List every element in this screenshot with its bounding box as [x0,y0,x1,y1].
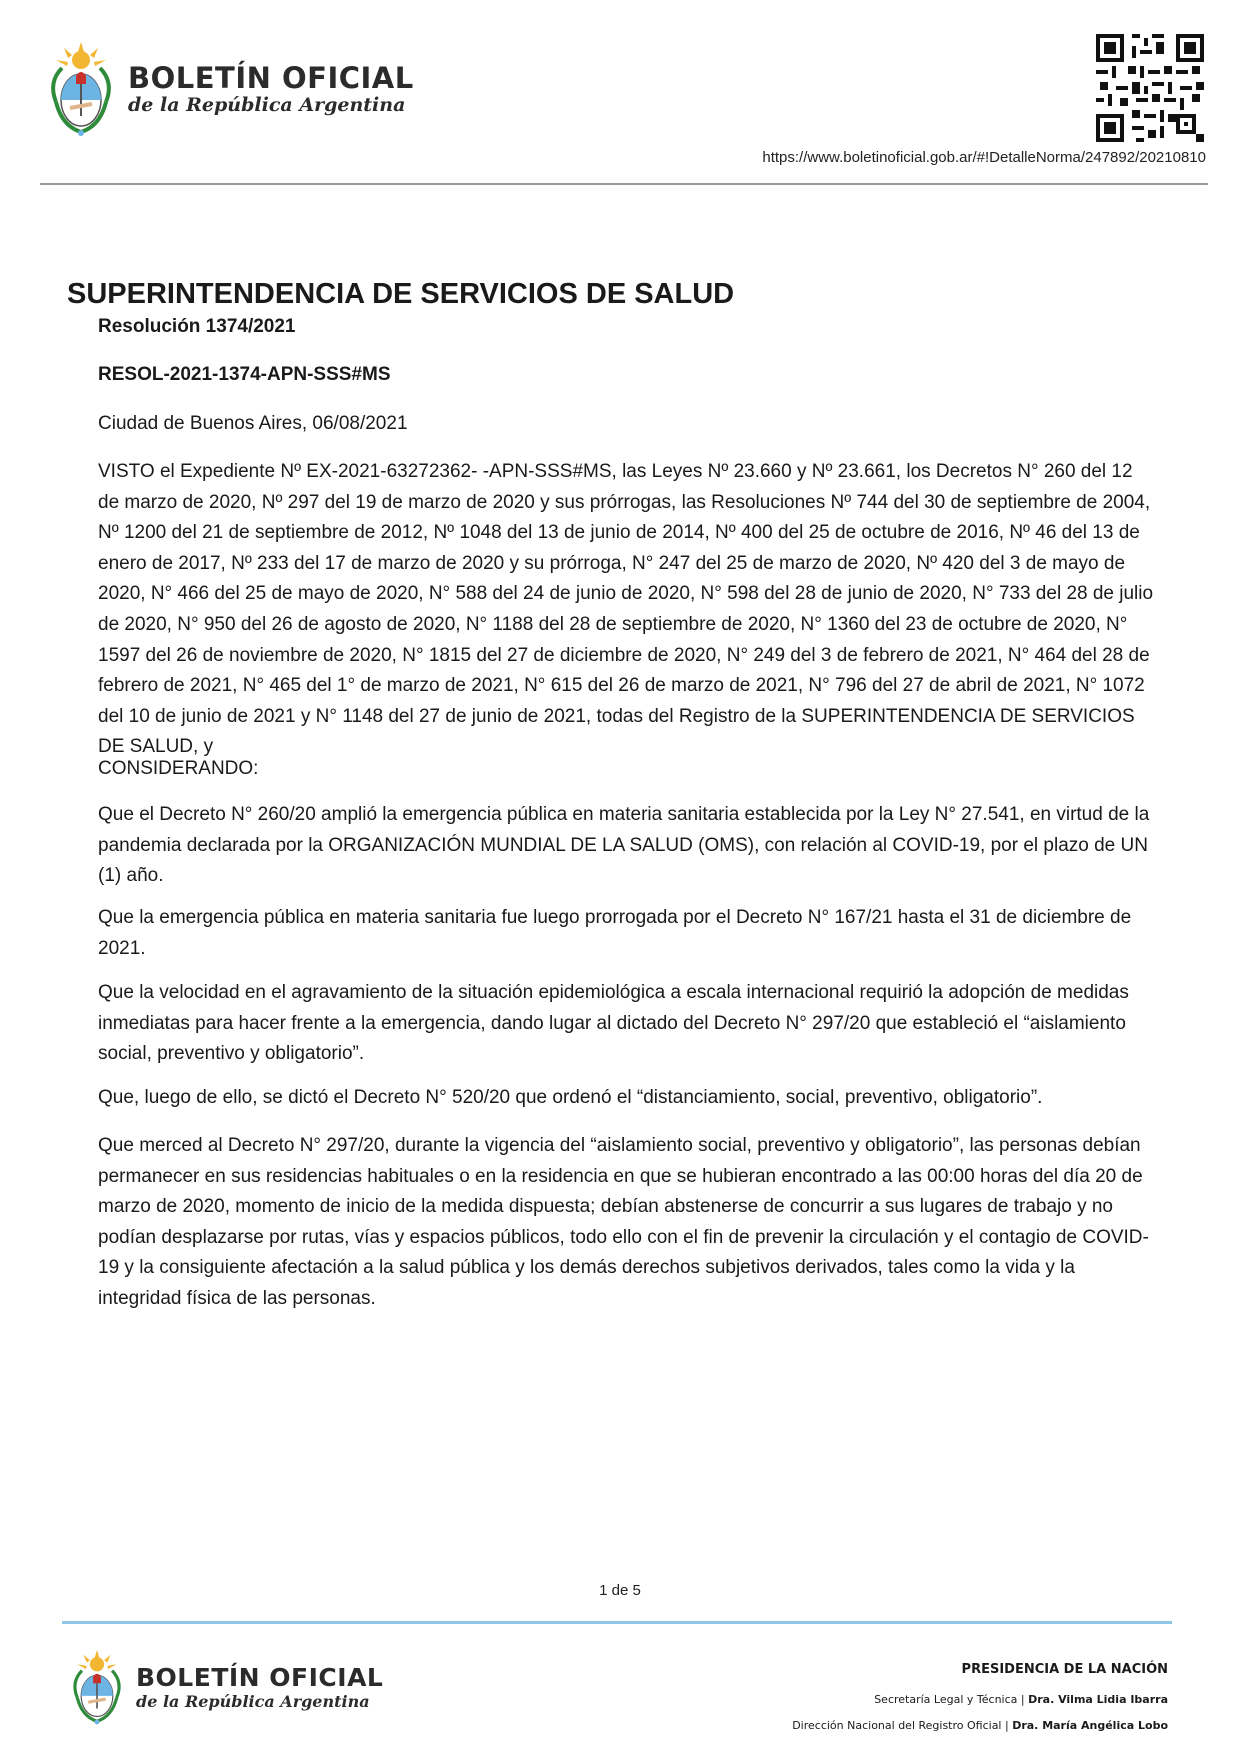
qr-code-icon [1096,34,1204,142]
agency-title: SUPERINTENDENCIA DE SERVICIOS DE SALUD [67,278,735,310]
considerando-paragraph: Que el Decreto N° 260/20 amplió la emergencia pública en materia sanitaria establecida por la Ley N° 27.541, en virtud de la pandemia declarada por la ORGANIZACIÓN MUNDIAL DE LA SALUD (OMS), con relación al COVID-19, por el plazo de UN (1) año. [98,804,1150,887]
argentina-coat-of-arms-icon [66,1650,128,1726]
footer-boletin-oficial-logo [66,1650,383,1726]
secretaria-name: Dra. Vilma Lidia Ibarra [1028,1693,1168,1706]
document-url[interactable]: https://www.boletinoficial.gob.ar/#!DetalleNorma/247892/20210810 [762,149,1206,166]
visto-paragraph: VISTO el Expediente Nº EX-2021-63272362- -APN-SSS#MS, las Leyes Nº 23.660 y Nº 23.661, los Decretos N° 260 del 12 de marzo de 2020, Nº 297 del 19 de marzo de 2020 y sus prórrogas, las Resoluciones Nº 744 del 30 de septiembre de 2004, Nº 1200 del 21 de septiembre de 2012, Nº 1048 del 13 de junio de 2014, Nº 400 del 25 de octubre de 2016, Nº 46 del 13 de enero de 2017, Nº 233 del 17 de marzo de 2020 y su prórroga, N° 247 del 25 de marzo de 2020, Nº 420 del 3 de mayo de 2020, N° 466 del 25 de mayo de 2020, N° 588 del 24 de junio de 2020, N° 598 del 28 de junio de 2020, N° 733 del 28 de julio de 2020, N° 950 del 26 de agosto de 2020, N° 1188 del 28 de septiembre de 2020, N° 1360 del 23 de octubre de 2020, N° 1597 del 26 de noviembre de 2020, N° 1815 del 27 de diciembre de 2020, N° 249 del 3 de febrero de 2021, N° 464 del 28 de febrero de 2021, N° 465 del 1° de marzo de 2021, N° 615 del 26 de marzo de 2021, N° 796 del 27 de abril de 2021, N° 1072 del 10 de junio de 2021 y N° 1148 del 27 de junio de 2021, todas del Registro de la SUPERINTENDENCIA DE SERVICIOS DE SALUD, y [98,461,1154,758]
logo-title: BOLETÍN OFICIAL [128,61,414,96]
footer-logo-text [136,1665,383,1710]
page-number: 1 de 5 [599,1582,641,1599]
header-divider [40,183,1208,185]
considerando-paragraph: Que la velocidad en el agravamiento de la situación epidemiológica a escala internacional requirió la adopción de medidas inmediatas para hacer frente a la emergencia, dando lugar al dictado del Decreto N° 297/20 que estableció el “aislamiento social, preventivo y obligatorio”. [98,982,1129,1065]
footer-credits [792,1662,1168,1739]
direccion-label: Dirección Nacional del Registro Oficial | [792,1719,1009,1732]
presidencia-label: PRESIDENCIA DE LA NACIÓN [961,1662,1168,1677]
logo-text [128,63,414,116]
considerando-heading: CONSIDERANDO: [98,758,259,779]
footer-divider [62,1621,1172,1624]
secretaria-label: Secretaría Legal y Técnica | [874,1693,1025,1706]
footer-logo-subtitle: de la República Argentina [136,1691,370,1711]
footer-logo-title: BOLETÍN OFICIAL [136,1663,384,1693]
resolution-title: Resolución 1374/2021 [98,316,296,337]
considerando-paragraph: Que la emergencia pública en materia sanitaria fue luego prorrogada por el Decreto N° 167/21 hasta el 31 de diciembre de 2021. [98,907,1132,959]
direccion-line [792,1713,1168,1739]
direccion-name: Dra. María Angélica Lobo [1012,1719,1168,1732]
boletin-oficial-logo [42,42,414,138]
logo-subtitle: de la República Argentina [128,93,406,116]
argentina-coat-of-arms-icon [42,42,120,138]
secretaria-line [792,1687,1168,1713]
considerando-paragraph: Que merced al Decreto N° 297/20, durante la vigencia del “aislamiento social, preventivo y obligatorio”, las personas debían permanecer en sus residencias habituales o en la residencia en que se hubieran encontrado a las 00:00 horas del día 20 de marzo de 2020, momento de inicio de la medida dispuesta; debían abstenerse de concurrir a sus lugares de trabajo y no podían desplazarse por rutas, vías y espacios públicos, todo ello con el fin de prevenir la circulación y el contagio de COVID-19 y la consiguiente afectación a la salud pública y los demás derechos subjetivos derivados, tales como la vida y la integridad física de las personas. [98,1135,1149,1309]
document-header [0,0,1240,190]
considerando-paragraph: Que, luego de ello, se dictó el Decreto N° 520/20 que ordenó el “distanciamiento, social, preventivo, obligatorio”. [98,1087,1043,1108]
resolution-code: RESOL-2021-1374-APN-SSS#MS [98,364,391,385]
place-date: Ciudad de Buenos Aires, 06/08/2021 [98,413,408,434]
